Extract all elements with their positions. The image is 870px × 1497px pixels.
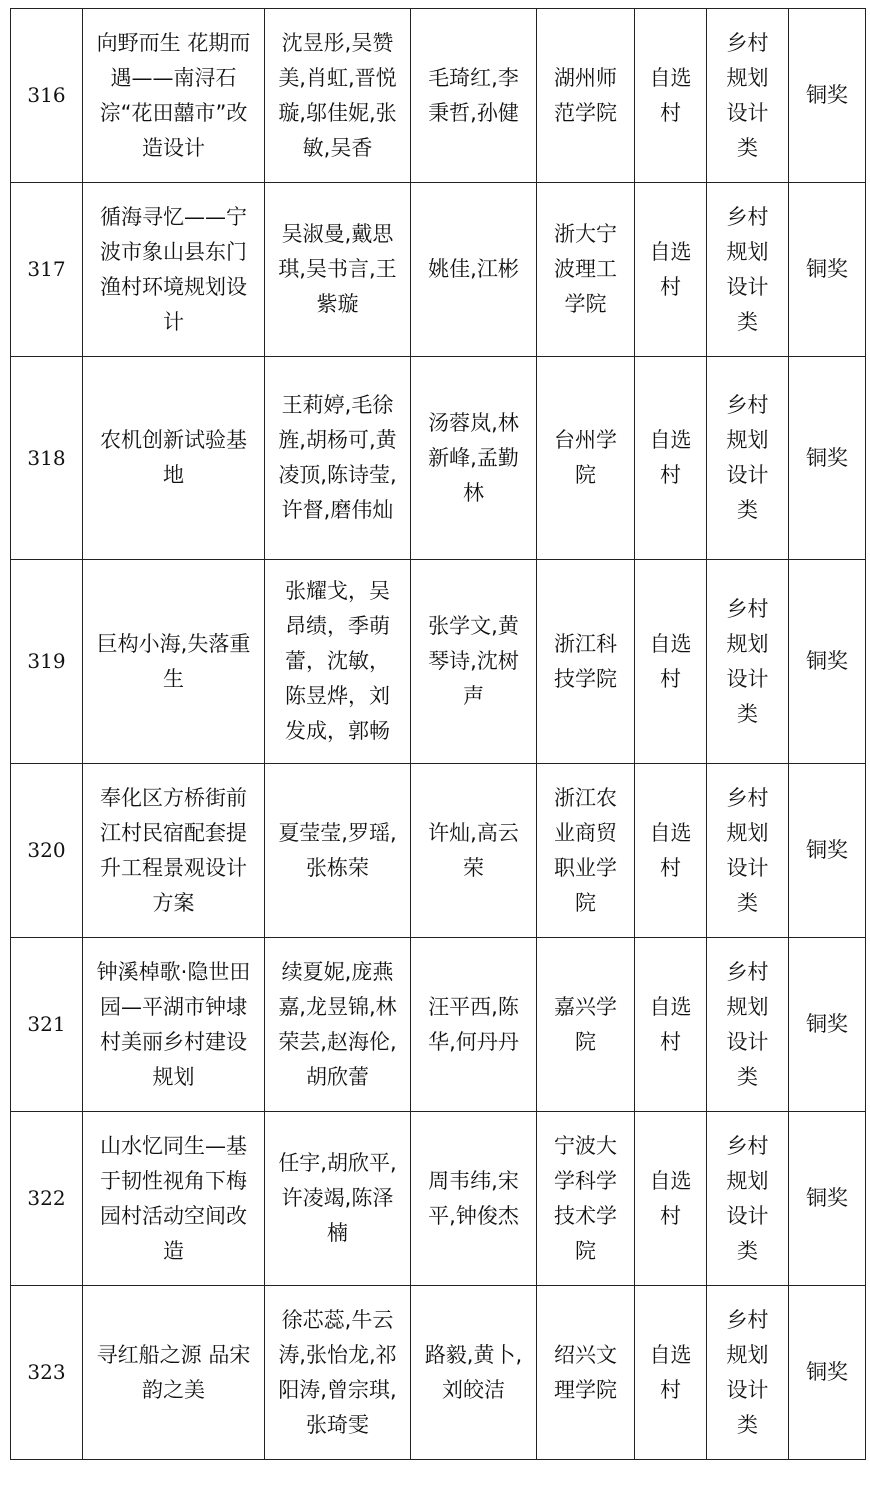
team-members: 任宇,胡欣平,许凌竭,陈泽楠	[265, 1112, 411, 1286]
table-row	[11, 357, 866, 560]
village-type: 自选村	[635, 357, 707, 560]
table-row	[11, 9, 866, 183]
project-name: 钟溪棹歌·隐世田园—平湖市钟埭村美丽乡村建设规划	[83, 938, 265, 1112]
school: 嘉兴学院	[537, 938, 635, 1112]
row-number: 317	[11, 183, 83, 357]
awards-table	[10, 8, 866, 1460]
advisors: 张学文,黄琴诗,沈树声	[411, 560, 537, 764]
advisors: 路毅,黄卜,刘皎洁	[411, 1286, 537, 1460]
village-type: 自选村	[635, 183, 707, 357]
school: 宁波大学科学技术学院	[537, 1112, 635, 1286]
village-type: 自选村	[635, 764, 707, 938]
row-number: 321	[11, 938, 83, 1112]
award: 铜奖	[789, 764, 866, 938]
school: 湖州师范学院	[537, 9, 635, 183]
category: 乡村规划设计类	[707, 183, 789, 357]
award: 铜奖	[789, 9, 866, 183]
award: 铜奖	[789, 1112, 866, 1286]
award: 铜奖	[789, 357, 866, 560]
row-number: 322	[11, 1112, 83, 1286]
table-row	[11, 1112, 866, 1286]
row-number: 319	[11, 560, 83, 764]
village-type: 自选村	[635, 1112, 707, 1286]
award: 铜奖	[789, 938, 866, 1112]
table-row	[11, 764, 866, 938]
table-row	[11, 938, 866, 1112]
team-members: 夏莹莹,罗瑶,张栋荣	[265, 764, 411, 938]
project-name: 向野而生 花期而遇——南浔石淙“花田囍市”改造设计	[83, 9, 265, 183]
project-name: 农机创新试验基地	[83, 357, 265, 560]
category: 乡村规划设计类	[707, 9, 789, 183]
advisors: 周韦纬,宋平,钟俊杰	[411, 1112, 537, 1286]
village-type: 自选村	[635, 9, 707, 183]
team-members: 王莉婷,毛徐旌,胡杨可,黄凌顶,陈诗莹,许督,磨伟灿	[265, 357, 411, 560]
table-row	[11, 560, 866, 764]
village-type: 自选村	[635, 1286, 707, 1460]
school: 浙江科技学院	[537, 560, 635, 764]
school: 浙大宁波理工学院	[537, 183, 635, 357]
school: 台州学院	[537, 357, 635, 560]
advisors: 毛琦红,李秉哲,孙健	[411, 9, 537, 183]
village-type: 自选村	[635, 560, 707, 764]
award: 铜奖	[789, 560, 866, 764]
team-members: 徐芯蕊,牛云涛,张怡龙,祁阳涛,曾宗琪,张琦雯	[265, 1286, 411, 1460]
category: 乡村规划设计类	[707, 938, 789, 1112]
advisors: 汪平西,陈华,何丹丹	[411, 938, 537, 1112]
row-number: 316	[11, 9, 83, 183]
team-members: 续夏妮,庞燕嘉,龙昱锦,林荣芸,赵海伦,胡欣蕾	[265, 938, 411, 1112]
project-name: 循海寻忆——宁波市象山县东门渔村环境规划设计	[83, 183, 265, 357]
school: 浙江农业商贸职业学院	[537, 764, 635, 938]
award: 铜奖	[789, 1286, 866, 1460]
village-type: 自选村	[635, 938, 707, 1112]
category: 乡村规划设计类	[707, 560, 789, 764]
team-members: 张耀戈，吴昂绩，季萌蕾，沈敏，陈昱烨，刘发成，郭畅	[265, 560, 411, 764]
category: 乡村规划设计类	[707, 764, 789, 938]
advisors: 许灿,高云荣	[411, 764, 537, 938]
category: 乡村规划设计类	[707, 1286, 789, 1460]
team-members: 吴淑曼,戴思琪,吴书言,王紫璇	[265, 183, 411, 357]
table-row	[11, 1286, 866, 1460]
project-name: 奉化区方桥街前江村民宿配套提升工程景观设计方案	[83, 764, 265, 938]
row-number: 318	[11, 357, 83, 560]
team-members: 沈昱彤,吴赞美,肖虹,晋悦璇,邬佳妮,张敏,吴香	[265, 9, 411, 183]
table-row	[11, 183, 866, 357]
row-number: 320	[11, 764, 83, 938]
project-name: 山水忆同生—基于韧性视角下梅园村活动空间改造	[83, 1112, 265, 1286]
category: 乡村规划设计类	[707, 357, 789, 560]
project-name: 巨构小海,失落重生	[83, 560, 265, 764]
school: 绍兴文理学院	[537, 1286, 635, 1460]
category: 乡村规划设计类	[707, 1112, 789, 1286]
award: 铜奖	[789, 183, 866, 357]
advisors: 姚佳,江彬	[411, 183, 537, 357]
project-name: 寻红船之源 品宋韵之美	[83, 1286, 265, 1460]
row-number: 323	[11, 1286, 83, 1460]
advisors: 汤蓉岚,林新峰,孟勤林	[411, 357, 537, 560]
